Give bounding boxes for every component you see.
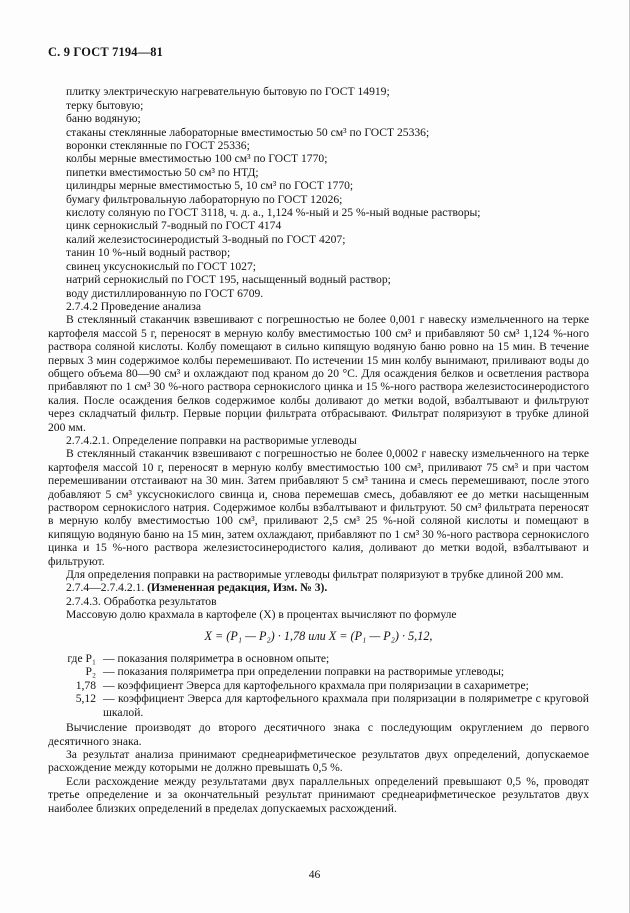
equipment-list-item: воронки стеклянные по ГОСТ 25336; — [66, 139, 250, 153]
paragraph-amendment — [48, 581, 589, 594]
equipment-list-item: пипетки вместимостью 50 см³ по НТД; — [66, 165, 259, 179]
legend-definition: — показания поляриметра в основном опыте; — [103, 652, 330, 666]
paragraph-result-rule: За результат анализа принимают среднеарифметическое результатов двух определений, допускаемое расхождение между которыми не должно превышать 0,5 %. — [48, 747, 589, 775]
paragraph-rounding-rule: Вычисление производят до второго десятичного знака с последующим округлением до первого десятичного знака. — [48, 721, 589, 748]
equipment-list-item: воду дистиллированную по ГОСТ 6709. — [66, 286, 264, 300]
equipment-list-item: цилиндры мерные вместимостью 5, 10 см³ по ГОСТ 1770; — [66, 179, 354, 193]
document-body — [48, 85, 589, 815]
legend-item — [48, 692, 589, 719]
formula-legend — [48, 652, 589, 719]
legend-definition: — коэффициент Эверса для картофельного крахмала при поляризации в поляриметре с круговой шкалой. — [103, 692, 589, 719]
amendment-bold-note: (Измененная редакция, Изм. № 3). — [147, 581, 328, 595]
paragraph-analysis-procedure: В стеклянный стаканчик взвешивают с погрешностью не более 0,001 г навеску измельченного на терке картофеля массой 5 г, переносят в мерную колбу вместимостью 100 см³ и прибавляют 50 см³ 1,124 %-ного раствора соляной кислоты. Колбу помещают в сильно кипящую водяную баню ровно на 15 мин. В течение первых 3 мин содержимое колбы перемешивают. По истечении 15 мин колбу вынимают, приливают воды до общего объема 80—90 см³ и охлаждают под краном до 20 °С. Для осаждения белков и осветления раствора прибавляют по 1 см³ 30 %-ного раствора сернокислого цинка и 15 %-ного раствора железистосинеродистого калия. После осаждения белков содержимое колбы доливают до метки водой, взбалтывают и фильтруют через складчатый фильтр. Первые порции фильтрата отбрасывают. Фильтрат поляризуют в трубке длиной 200 мм. — [48, 313, 589, 434]
equipment-list-item: колбы мерные вместимостью 100 см³ по ГОСТ 1770; — [66, 152, 328, 166]
amendment-prefix: 2.7.4—2.7.4.2.1. — [66, 581, 148, 595]
paragraph-formula-intro: Массовую долю крахмала в картофеле (X) в процентах вычисляют по формуле — [66, 608, 457, 622]
page-number: 46 — [308, 867, 321, 881]
equipment-list-item: терку бытовую; — [66, 98, 144, 112]
paragraph-polarization-note: Для определения поправки на растворимые углеводы фильтрат поляризуют в трубке длиной 200 мм. — [66, 568, 564, 582]
equipment-list-item: бумагу фильтровальную лабораторную по ГОСТ 12026; — [66, 192, 343, 206]
equipment-list-item: свинец уксуснокислый по ГОСТ 1027; — [66, 259, 256, 273]
equipment-list-item: цинк сернокислый 7-водный по ГОСТ 4174 — [66, 219, 282, 233]
legend-item — [48, 665, 589, 678]
equipment-list-item: калий железистосинеродистый 3-водный по ГОСТ 4207; — [66, 232, 346, 246]
section-heading-analysis-procedure: 2.7.4.2 Проведение анализа — [66, 299, 201, 313]
legend-term: 1,78 — [75, 678, 96, 692]
equipment-list-item: кислоту соляную по ГОСТ 3118, ч. д. а., 1,124 %-ный и 25 %-ный водные растворы; — [66, 206, 481, 220]
paragraph-soluble-carbohydrates: В стеклянный стаканчик взвешивают с погрешностью не более 0,0002 г навеску измельченного на терке картофеля массой 10 г, переносят в мерную колбу вместимостью 100 см³, приливают 75 см³ и при частом перемешивании отстаивают на 30 мин. Затем прибавляют 5 см³ танина и смесь перемешивают, после этого добавляют 5 см³ уксуснокислого свинца и, снова перемешав смесь, добавляют ее до метки насыщенным раствором сернокислого натрия. Содержимое колбы взбалтывают и фильтруют. 50 см³ фильтрата переносят в мерную колбу вместимостью 100 см³, приливают 2,5 см³ 25 %-ной соляной кислоты и помещают в кипящую водяную баню на 15 мин, затем охлаждают, прибавляют по 1 см³ 30 %-ного раствора сернокислого цинка и 15 %-ного раствора железистосинеродистого калия, доливают до метки водой, взбалтывают и фильтруют. — [48, 447, 589, 568]
section-heading-soluble-carbohydrates: 2.7.4.2.1. Определение поправки на растворимые углеводы — [66, 433, 357, 447]
legend-term: где P₁ — [67, 652, 96, 666]
equipment-list-item: танин 10 %-ный водный раствор; — [66, 246, 231, 260]
equipment-list-item: баню водяную; — [66, 112, 141, 126]
formula: X = (P₁ — P₂) · 1,78 или X = (P₁ — P₂) · 5,12, — [204, 628, 433, 643]
equipment-list-item: натрий сернокислый по ГОСТ 195, насыщенный водный раствор; — [66, 273, 391, 287]
equipment-list-item: плитку электрическую нагревательную бытовую по ГОСТ 14919; — [66, 85, 390, 99]
equipment-list-item: стаканы стеклянные лабораторные вместимостью 50 см³ по ГОСТ 25336; — [66, 125, 430, 139]
legend-term: 5,12 — [75, 692, 96, 706]
page-header: С. 9 ГОСТ 7194—81 — [48, 45, 164, 59]
legend-item — [48, 679, 589, 692]
legend-item — [48, 652, 589, 665]
legend-term: P₂ — [85, 665, 96, 679]
legend-definition: — коэффициент Эверса для картофельного крахмала при поляризации в сахариметре; — [103, 678, 529, 692]
section-heading-results-processing: 2.7.4.3. Обработка результатов — [66, 594, 217, 608]
legend-definition: — показания поляриметра при определении поправки на растворимые углеводы; — [103, 665, 505, 679]
paragraph-discrepancy-rule: Если расхождение между результатами двух параллельных определений превышают 0,5 %, проводят третье определение и за окончательный результат принимают среднеарифметическое результатов двух наиболее близких определений в пределах допускаемых расхождений. — [48, 774, 589, 815]
